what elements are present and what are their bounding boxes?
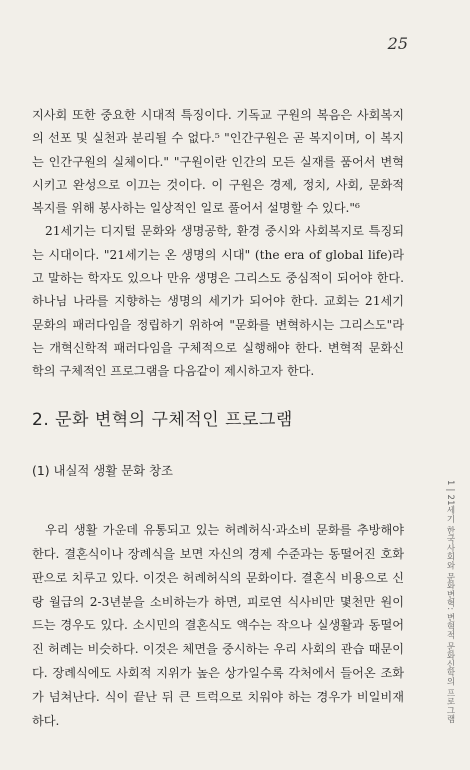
subsection-title: (1) 내실적 생활 문화 창조 [32, 463, 174, 478]
body-text-bottom [32, 507, 404, 746]
body-text-top [32, 104, 404, 384]
paragraph-2: 21세기는 디지털 문화와 생명공학, 환경 중시와 사회복지로 특징되는 시대이다. "21세기는 온 생명의 시대" (the era of global life)라고 말하는 학자도 있으나 만유 생명은 그리스도 중심적이 되어야 한다. 하나님 나라를 지향하는 생명의 세기가 되어야 한다. 교회는 21세기 문화의 패러다임을 정립하기 위하여 "문화를 변혁하시는 그리스도"라는 개혁신학적 패러다임을 구체적으로 실행해야 한다. 변혁적 문화신학의 구체적인 프로그램을 다음같이 제시하고자 한다. [32, 224, 404, 379]
running-header-text: 1 | 21세기 한국사회와 문화변혁: 변혁적 문화신학의 프로그램 [445, 480, 455, 724]
page-number: 25 [387, 34, 408, 53]
section-title: 2. 문화 변혁의 구체적인 프로그램 [32, 410, 293, 430]
paragraph-1: 지사회 또한 중요한 시대적 특징이다. 기독교 구원의 복음은 사회복지의 선포 및 실천과 분리될 수 없다.⁵ "인간구원은 곧 복지이며, 이 복지는 인간구원의 실체이다." "구원이란 인간의 모든 실재를 품어서 변혁시키고 완성으로 이끄는 것이다. 이 구원은 경제, 정치, 사회, 문화적 복지를 위해 봉사하는 일상적인 일로 풀어서 설명할 수 있다."⁶ [32, 108, 404, 216]
paragraph-3: 우리 생활 가운데 유통되고 있는 허례허식·과소비 문화를 추방해야 한다. 결혼식이나 장례식을 보면 자신의 경제 수준과는 동떨어진 호화판으로 치루고 있다. 이것은 허례허식의 문화이다. 결혼식 비용으로 신랑 월급의 2-3년분을 소비하는가 하면, 피로연 식사비만 몇천만 원이 드는 경우도 있다. 소시민의 결혼식도 액수는 작으나 실생활과 동떨어진 허례는 비슷하다. 이것은 체면을 중시하는 우리 사회의 관습 때문이다. 장례식에도 사회적 지위가 높은 상가일수록 각처에서 들어온 조화가 넘쳐난다. 식이 끝난 뒤 큰 트럭으로 치워야 하는 경우가 비일비재하다. [32, 523, 404, 728]
running-header [436, 480, 456, 770]
